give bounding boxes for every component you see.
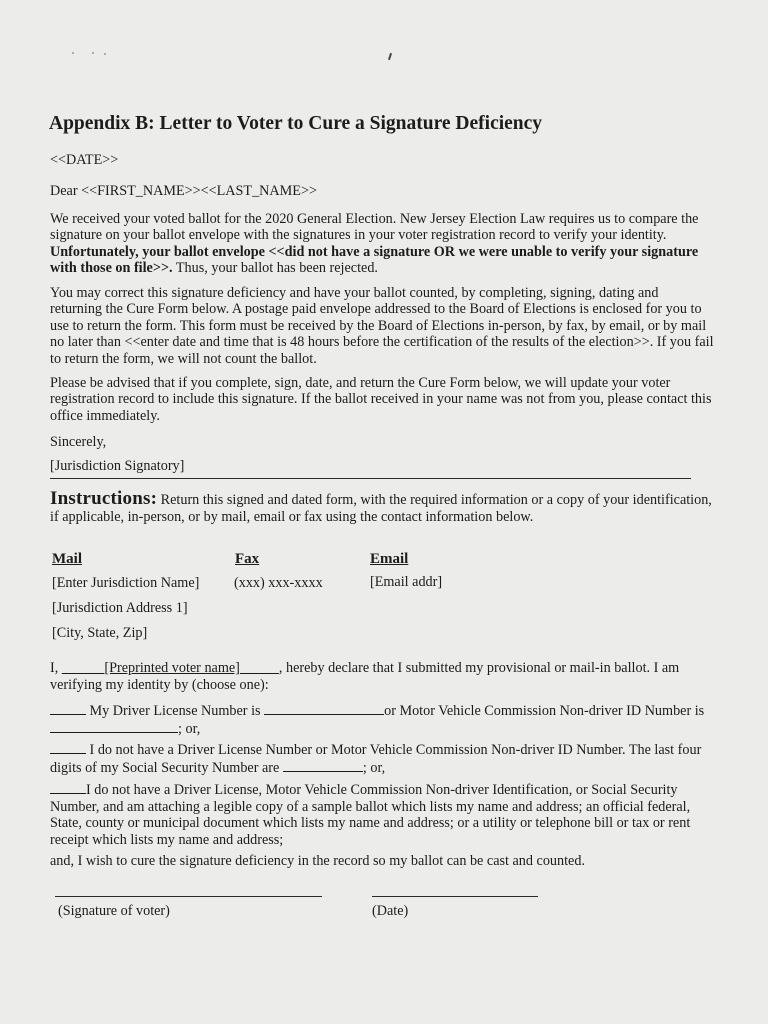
mail-header: Mail: [52, 551, 82, 567]
advisory-paragraph: Please be advised that if you complete, sign, date, and return the Cure Form below, we will update your voter registration record to include this signature. If the ballot received in your name was not from you, please contact this office immediately.: [50, 375, 712, 424]
ssn-last-four-field[interactable]: [283, 759, 363, 772]
option2-text-a: I do not have a Driver License Number or Motor Vehicle Commission Non-driver ID Number. The last four digits of my Social Security Number are: [50, 742, 702, 776]
option-checkbox-blank[interactable]: [50, 741, 86, 754]
email-header: Email: [370, 551, 409, 567]
signatory: [Jurisdiction Signatory]: [50, 458, 185, 474]
section-divider: [50, 478, 691, 479]
salutation: Dear <<FIRST_NAME>><<LAST_NAME>>: [50, 183, 317, 199]
date-line[interactable]: [372, 896, 538, 897]
option1-text-b: or Motor Vehicle Commission Non-driver ID Number is: [384, 703, 705, 719]
email-address: [Email addr]: [370, 574, 443, 590]
mvc-id-number-field[interactable]: [50, 720, 178, 733]
mail-address: [Jurisdiction Address 1]: [52, 600, 188, 616]
rejection-paragraph: [50, 211, 714, 277]
declaration-prefix: I,: [50, 660, 59, 676]
option1-text-a: My Driver License Number is: [89, 703, 261, 719]
mail-name: [Enter Jurisdiction Name]: [52, 575, 200, 591]
option-document: [50, 781, 714, 848]
rejection-result: Thus, your ballot has been rejected.: [175, 260, 378, 277]
cure-instructions-paragraph: You may correct this signature deficiency and have your ballot counted, by completing, signing, dating and returning the Cure Form below. A postage paid envelope addressed to the Board of Elections is enclosed for you to use to return the form. This form must be received by the Board of Elections in-person, by fax, by email, or by mail no later than <<enter date and time that is 48 hours before the certification of the results of the election>>. If you fail to return the form, we will not count the ballot.: [50, 285, 714, 367]
instructions-heading: Instructions:: [50, 488, 158, 509]
fax-number: (xxx) xxx-xxxx: [234, 575, 323, 591]
option-checkbox-blank[interactable]: [50, 702, 86, 715]
rejection-text: We received your voted ballot for the 2020 General Election. New Jersey Election Law requires us to compare the signature on your ballot envelope with the signatures in your voter registration record to verify your identity.: [50, 211, 699, 244]
declaration: [50, 660, 714, 694]
closing: Sincerely,: [50, 434, 107, 450]
cure-statement: and, I wish to cure the signature deficiency in the record so my ballot can be cast and counted.: [50, 853, 585, 869]
rejection-reason: Unfortunately, your ballot envelope <<did not have a signature OR we were unable to verify your signature with those on file>>.: [50, 243, 699, 277]
scan-mark: [388, 53, 392, 60]
instructions-block: [50, 490, 714, 526]
voter-name-value: [Preprinted voter name]: [104, 660, 240, 676]
date-placeholder: <<DATE>>: [50, 152, 119, 168]
scan-speck: [72, 52, 74, 54]
option1-text-c: ; or,: [178, 720, 201, 737]
mail-city: [City, State, Zip]: [52, 625, 148, 641]
option-driver-license: [50, 702, 714, 737]
voter-name-field: [62, 660, 279, 676]
fax-header: Fax: [235, 551, 260, 567]
option-checkbox-blank[interactable]: [50, 781, 86, 794]
driver-license-number-field[interactable]: [264, 702, 384, 715]
option3-text: I do not have a Driver License, Motor Vehicle Commission Non-driver Identification, or Social Security Number, and am attaching a legible copy of a sample ballot which lists my name and address; an official federal, State, county or municipal document which lists my name and address; or a utility or telephone bill or tax or rent receipt which lists my name and address;: [50, 782, 691, 848]
option-ssn: [50, 741, 714, 776]
signature-label: (Signature of voter): [58, 903, 170, 919]
scan-speck: [104, 53, 106, 55]
instructions-text: Return this signed and dated form, with the required information or a copy of your identification, if applicable, in-person, or by mail, email or fax using the contact information below.: [50, 492, 712, 525]
date-label: (Date): [372, 903, 409, 919]
scan-speck: [92, 52, 94, 54]
declaration-text: , hereby declare that I submitted my provisional or mail-in ballot. I am verifying my identity by (choose one):: [50, 660, 680, 693]
signature-line[interactable]: [55, 896, 322, 897]
letter-title: Appendix B: Letter to Voter to Cure a Signature Deficiency: [49, 113, 543, 134]
option2-text-b: ; or,: [362, 759, 386, 776]
